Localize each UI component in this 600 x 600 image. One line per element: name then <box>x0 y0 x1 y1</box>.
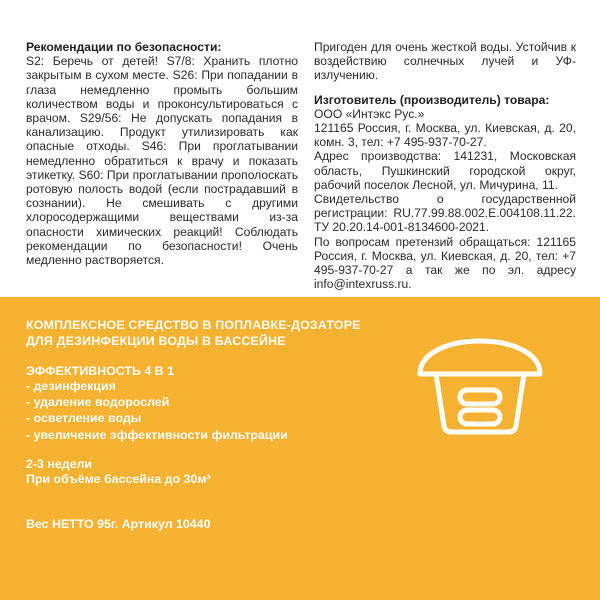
safety-column <box>26 40 298 267</box>
product-section <box>0 297 600 600</box>
product-title <box>26 317 386 349</box>
info-section <box>0 0 600 297</box>
safety-heading: Рекомендации по безопасности: <box>26 40 222 54</box>
manufacturer-column <box>314 40 576 291</box>
duration-text: 2-3 недели <box>26 457 92 471</box>
product-title-line1: КОМПЛЕКСНОЕ СРЕДСТВО В ПОПЛАВКЕ-ДОЗАТОРЕ <box>26 318 361 332</box>
floating-dispenser-icon <box>406 322 554 442</box>
registration-text: Свидетельство о государственной регистрации: RU.77.99.88.002.Е.004108.11.22. ТУ 20.20.14-001-8134600-2021. <box>314 192 576 235</box>
feature-list <box>26 378 288 443</box>
efficiency-title: ЭФФЕКТИВНОСТЬ 4 В 1 <box>26 364 174 378</box>
production-address: Адрес производства: 141231, Московская область, Пушкинский городской округ, рабочий поселок Лесной, ул. Мичурина, 11. <box>314 149 576 192</box>
claims-text: По вопросам претензий обращаться: 121165 Россия, г. Москва, ул. Киевская, д. 20, тел: +7 495-937-70-27 а так же по эл. адресу info@intexruss.ru. <box>314 234 576 292</box>
suitability-text: Пригоден для очень жесткой воды. Устойчив к воздействию солнечных лучей и УФ-излучению. <box>314 40 576 83</box>
feature-item: - увеличение эффективности фильтрации <box>26 427 288 442</box>
manufacturer-company: ООО «Интэкс Рус.» <box>314 106 425 121</box>
product-title-line2: ДЛЯ ДЕЗИНФЕКЦИИ ВОДЫ В БАССЕЙНЕ <box>26 334 286 348</box>
manufacturer-heading: Изготовитель (производитель) товара: <box>314 92 550 107</box>
net-weight-text: Вес НЕТТО 95г. Артикул 10440 <box>26 517 211 531</box>
feature-item: - дезинфекция <box>26 379 116 393</box>
manufacturer-address: 121165 Россия, г. Москва, ул. Киевская, д. 20, комн. 3, тел: +7 495-937-70-27. <box>314 121 576 150</box>
pool-volume-text: При объёме бассейна до 30м³ <box>26 472 211 486</box>
feature-item: - осветление воды <box>26 411 142 426</box>
feature-item: - удаление водорослей <box>26 395 170 410</box>
safety-text: S2: Беречь от детей! S7/8: Хранить плотно закрытым в сухом месте. S26: При попадании в глаза немедленно промыть большим количеством воды и проконсультироваться с врачом. S29/56: Не допускать попадания в канализацию. Продукт утилизировать как опасные отходы. S46: При проглатывании немедленно обратиться к врачу и показать этикетку. S60: При проглатывании прополоскать ротовую полость водой (если пострадавший в сознании). Не смешивать с другими хлоросодержащими веществами из-за опасности химических реакций! Соблюдать рекомендации по безопасности! Очень медленно растворяется. <box>26 54 298 268</box>
